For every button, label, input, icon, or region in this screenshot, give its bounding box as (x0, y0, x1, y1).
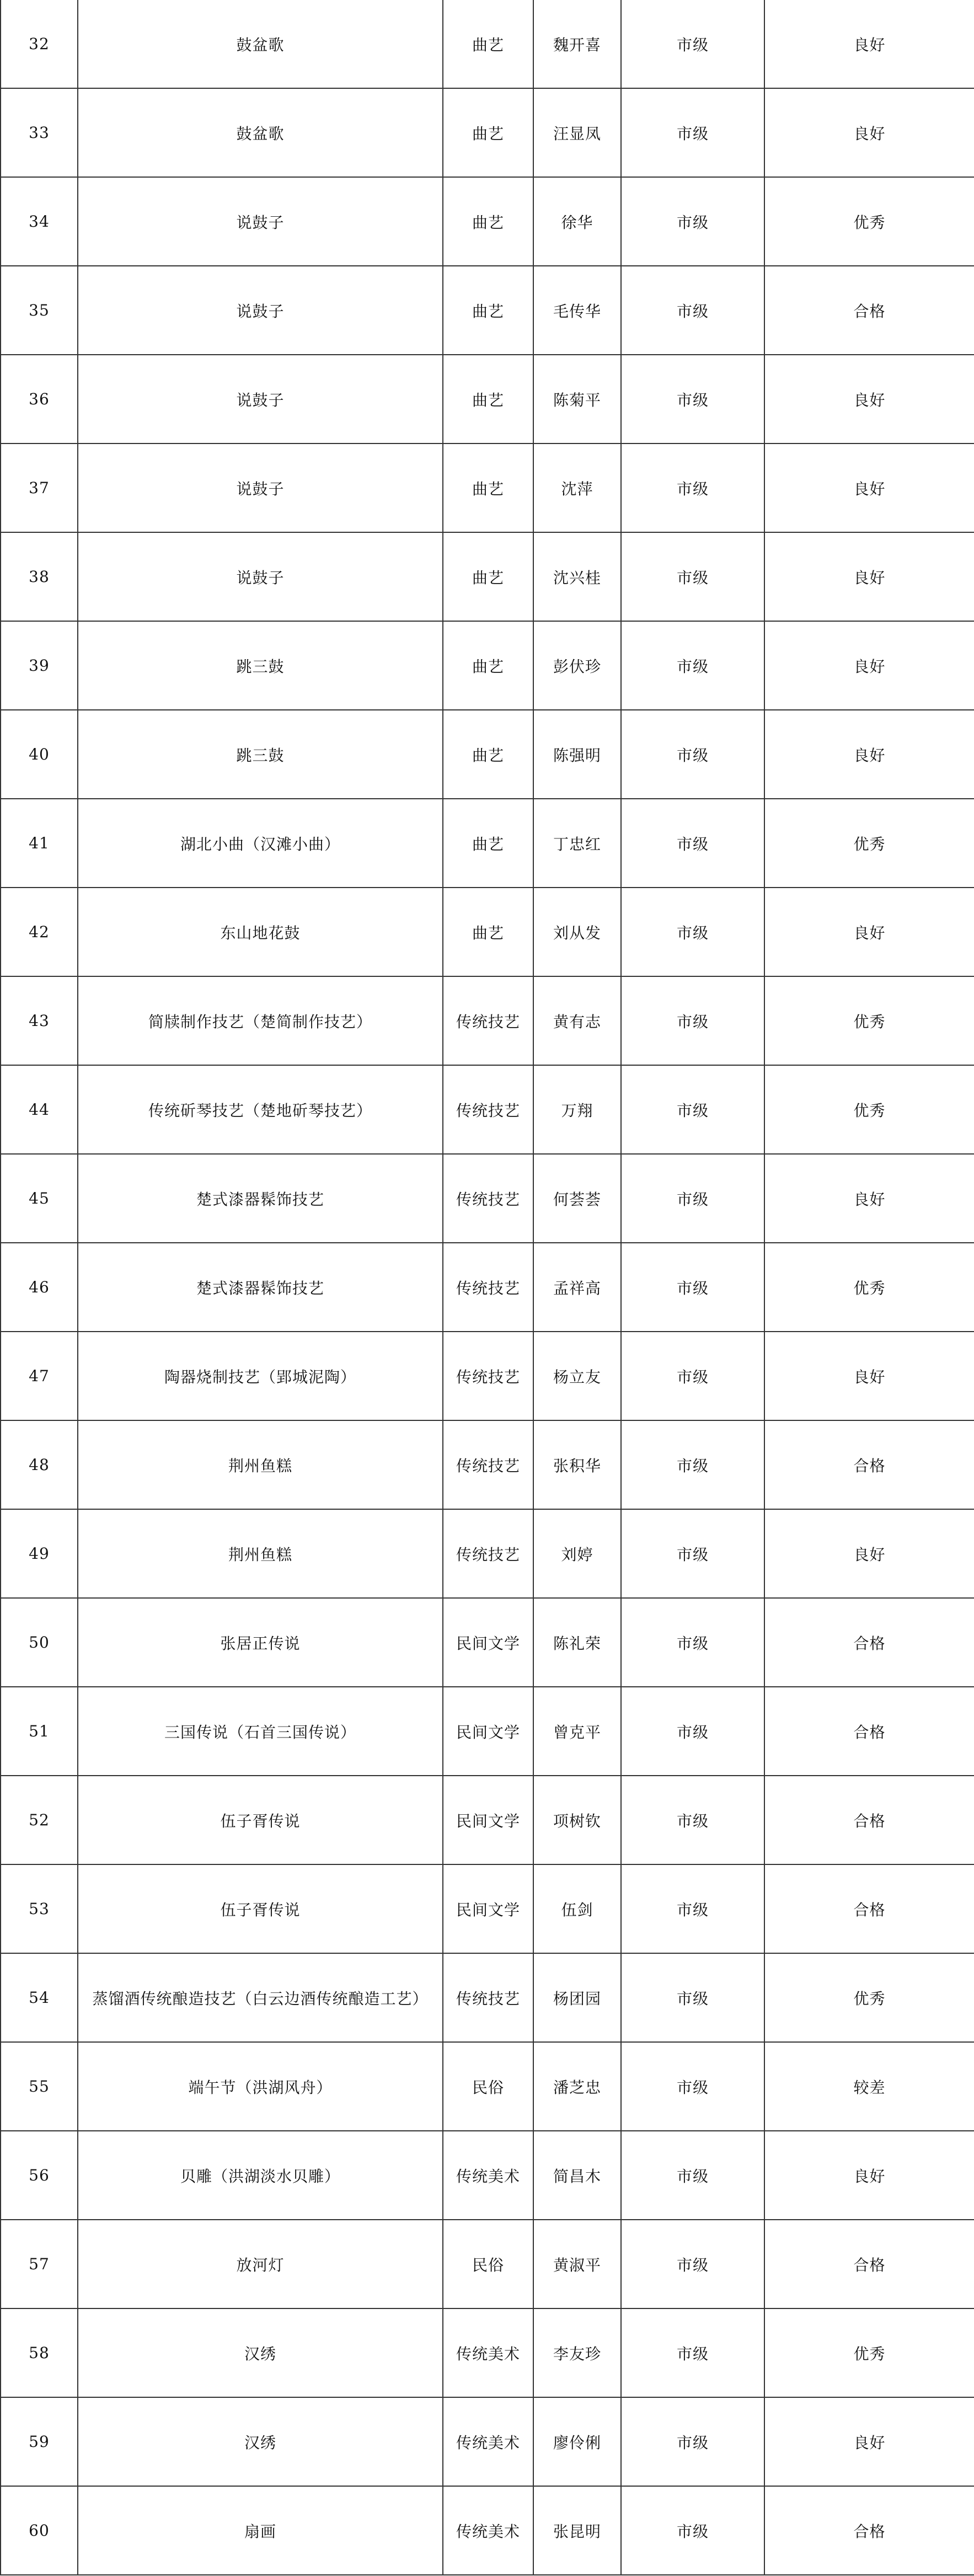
project-name-cell: 湖北小曲（汉滩小曲） (78, 799, 443, 888)
inheritor-name-cell: 黄有志 (533, 976, 621, 1065)
category-cell: 民间文学 (443, 1776, 533, 1864)
assessment-grade-cell: 良好 (764, 1332, 974, 1420)
row-number-cell: 51 (1, 1687, 78, 1776)
table-row (1, 1509, 974, 1598)
assessment-grade-cell: 优秀 (764, 799, 974, 888)
inheritor-name-cell: 廖伶俐 (533, 2397, 621, 2486)
row-number-cell: 44 (1, 1065, 78, 1154)
table-row (1, 1687, 974, 1776)
assessment-grade-cell: 较差 (764, 2042, 974, 2131)
project-name-cell: 汉绣 (78, 2308, 443, 2397)
row-number-cell: 38 (1, 532, 78, 621)
table-row (1, 2486, 974, 2575)
inheritor-name-cell: 魏开喜 (533, 0, 621, 88)
assessment-grade-cell: 优秀 (764, 1243, 974, 1332)
category-cell: 曲艺 (443, 355, 533, 443)
category-cell: 传统美术 (443, 2486, 533, 2575)
level-cell: 市级 (621, 2486, 764, 2575)
assessment-grade-cell: 优秀 (764, 2308, 974, 2397)
assessment-grade-cell: 良好 (764, 2131, 974, 2220)
row-number-cell: 40 (1, 710, 78, 799)
table-row (1, 0, 974, 88)
project-name-cell: 放河灯 (78, 2220, 443, 2308)
level-cell: 市级 (621, 1687, 764, 1776)
level-cell: 市级 (621, 1154, 764, 1243)
category-cell: 曲艺 (443, 888, 533, 976)
category-cell: 民间文学 (443, 1687, 533, 1776)
row-number-cell: 58 (1, 2308, 78, 2397)
project-name-cell: 端午节（洪湖风舟） (78, 2042, 443, 2131)
level-cell: 市级 (621, 1065, 764, 1154)
assessment-grade-cell: 优秀 (764, 177, 974, 266)
table-row (1, 1332, 974, 1420)
assessment-grade-cell: 合格 (764, 1864, 974, 1953)
inheritor-name-cell: 简昌木 (533, 2131, 621, 2220)
project-name-cell: 说鼓子 (78, 266, 443, 355)
table-row (1, 1243, 974, 1332)
inheritor-name-cell: 伍剑 (533, 1864, 621, 1953)
table-row (1, 2220, 974, 2308)
assessment-grade-cell: 良好 (764, 443, 974, 532)
table-row (1, 2397, 974, 2486)
category-cell: 民间文学 (443, 1598, 533, 1687)
assessment-grade-cell: 合格 (764, 2486, 974, 2575)
table-row (1, 2131, 974, 2220)
project-name-cell: 跳三鼓 (78, 621, 443, 710)
inheritor-name-cell: 陈强明 (533, 710, 621, 799)
category-cell: 民俗 (443, 2220, 533, 2308)
project-name-cell: 陶器烧制技艺（郢城泥陶） (78, 1332, 443, 1420)
table-row (1, 1154, 974, 1243)
level-cell: 市级 (621, 532, 764, 621)
level-cell: 市级 (621, 1598, 764, 1687)
table-row (1, 266, 974, 355)
category-cell: 曲艺 (443, 443, 533, 532)
assessment-grade-cell: 良好 (764, 88, 974, 177)
inheritor-name-cell: 汪显凤 (533, 88, 621, 177)
assessment-grade-cell: 合格 (764, 1420, 974, 1509)
project-name-cell: 鼓盆歌 (78, 0, 443, 88)
inheritor-name-cell: 杨团园 (533, 1953, 621, 2042)
table-row (1, 2042, 974, 2131)
project-name-cell: 说鼓子 (78, 177, 443, 266)
assessment-grade-cell: 优秀 (764, 1065, 974, 1154)
assessment-grade-cell: 良好 (764, 355, 974, 443)
category-cell: 曲艺 (443, 621, 533, 710)
level-cell: 市级 (621, 2220, 764, 2308)
inheritor-name-cell: 丁忠红 (533, 799, 621, 888)
table-row (1, 621, 974, 710)
level-cell: 市级 (621, 2397, 764, 2486)
inheritor-name-cell: 孟祥高 (533, 1243, 621, 1332)
project-name-cell: 扇画 (78, 2486, 443, 2575)
inheritor-name-cell: 彭伏珍 (533, 621, 621, 710)
inheritor-name-cell: 杨立友 (533, 1332, 621, 1420)
level-cell: 市级 (621, 1864, 764, 1953)
row-number-cell: 33 (1, 88, 78, 177)
assessment-grade-cell: 良好 (764, 888, 974, 976)
project-name-cell: 张居正传说 (78, 1598, 443, 1687)
category-cell: 传统美术 (443, 2131, 533, 2220)
assessment-grade-cell: 良好 (764, 2397, 974, 2486)
inheritor-name-cell: 毛传华 (533, 266, 621, 355)
project-name-cell: 贝雕（洪湖淡水贝雕） (78, 2131, 443, 2220)
table-row (1, 1953, 974, 2042)
row-number-cell: 45 (1, 1154, 78, 1243)
project-name-cell: 三国传说（石首三国传说） (78, 1687, 443, 1776)
row-number-cell: 59 (1, 2397, 78, 2486)
project-name-cell: 鼓盆歌 (78, 88, 443, 177)
level-cell: 市级 (621, 88, 764, 177)
level-cell: 市级 (621, 177, 764, 266)
project-name-cell: 简牍制作技艺（楚简制作技艺） (78, 976, 443, 1065)
row-number-cell: 35 (1, 266, 78, 355)
level-cell: 市级 (621, 621, 764, 710)
assessment-grade-cell: 良好 (764, 710, 974, 799)
row-number-cell: 57 (1, 2220, 78, 2308)
category-cell: 传统技艺 (443, 1509, 533, 1598)
project-name-cell: 东山地花鼓 (78, 888, 443, 976)
table-row (1, 799, 974, 888)
row-number-cell: 36 (1, 355, 78, 443)
level-cell: 市级 (621, 1243, 764, 1332)
assessment-grade-cell: 良好 (764, 0, 974, 88)
row-number-cell: 56 (1, 2131, 78, 2220)
assessment-grade-cell: 合格 (764, 1598, 974, 1687)
inheritor-name-cell: 沈兴桂 (533, 532, 621, 621)
table-row (1, 443, 974, 532)
project-name-cell: 汉绣 (78, 2397, 443, 2486)
table-row (1, 1864, 974, 1953)
project-name-cell: 说鼓子 (78, 532, 443, 621)
level-cell: 市级 (621, 2131, 764, 2220)
inheritor-name-cell: 潘芝忠 (533, 2042, 621, 2131)
category-cell: 曲艺 (443, 177, 533, 266)
project-name-cell: 楚式漆器髹饰技艺 (78, 1154, 443, 1243)
assessment-grade-cell: 良好 (764, 1154, 974, 1243)
row-number-cell: 54 (1, 1953, 78, 2042)
category-cell: 民俗 (443, 2042, 533, 2131)
category-cell: 曲艺 (443, 710, 533, 799)
category-cell: 民间文学 (443, 1864, 533, 1953)
level-cell: 市级 (621, 1953, 764, 2042)
inheritor-name-cell: 陈菊平 (533, 355, 621, 443)
assessment-grade-cell: 合格 (764, 266, 974, 355)
project-name-cell: 蒸馏酒传统酿造技艺（白云边酒传统酿造工艺） (78, 1953, 443, 2042)
project-name-cell: 伍子胥传说 (78, 1776, 443, 1864)
row-number-cell: 46 (1, 1243, 78, 1332)
project-name-cell: 说鼓子 (78, 443, 443, 532)
level-cell: 市级 (621, 710, 764, 799)
level-cell: 市级 (621, 976, 764, 1065)
inheritor-name-cell: 何荟荟 (533, 1154, 621, 1243)
row-number-cell: 49 (1, 1509, 78, 1598)
assessment-grade-cell: 合格 (764, 2220, 974, 2308)
row-number-cell: 37 (1, 443, 78, 532)
inheritor-name-cell: 曾克平 (533, 1687, 621, 1776)
project-name-cell: 传统斫琴技艺（楚地斫琴技艺） (78, 1065, 443, 1154)
category-cell: 曲艺 (443, 799, 533, 888)
category-cell: 传统技艺 (443, 1420, 533, 1509)
table-body (1, 0, 974, 2575)
row-number-cell: 47 (1, 1332, 78, 1420)
category-cell: 传统技艺 (443, 1953, 533, 2042)
row-number-cell: 55 (1, 2042, 78, 2131)
table-row (1, 1065, 974, 1154)
level-cell: 市级 (621, 888, 764, 976)
table-row (1, 976, 974, 1065)
assessment-grade-cell: 合格 (764, 1776, 974, 1864)
row-number-cell: 39 (1, 621, 78, 710)
inheritor-name-cell: 刘从发 (533, 888, 621, 976)
project-name-cell: 说鼓子 (78, 355, 443, 443)
project-name-cell: 荆州鱼糕 (78, 1420, 443, 1509)
level-cell: 市级 (621, 2042, 764, 2131)
inheritor-name-cell: 项树钦 (533, 1776, 621, 1864)
table-row (1, 1420, 974, 1509)
table-row (1, 532, 974, 621)
row-number-cell: 50 (1, 1598, 78, 1687)
inheritor-name-cell: 徐华 (533, 177, 621, 266)
table-row (1, 888, 974, 976)
inheritor-name-cell: 张积华 (533, 1420, 621, 1509)
level-cell: 市级 (621, 1776, 764, 1864)
category-cell: 传统美术 (443, 2397, 533, 2486)
category-cell: 传统技艺 (443, 1332, 533, 1420)
category-cell: 传统技艺 (443, 1065, 533, 1154)
project-name-cell: 伍子胥传说 (78, 1864, 443, 1953)
assessment-grade-cell: 优秀 (764, 976, 974, 1065)
row-number-cell: 34 (1, 177, 78, 266)
assessment-grade-cell: 优秀 (764, 1953, 974, 2042)
table-row (1, 88, 974, 177)
category-cell: 曲艺 (443, 0, 533, 88)
inheritor-name-cell: 张昆明 (533, 2486, 621, 2575)
row-number-cell: 42 (1, 888, 78, 976)
row-number-cell: 41 (1, 799, 78, 888)
assessment-grade-cell: 良好 (764, 621, 974, 710)
level-cell: 市级 (621, 1509, 764, 1598)
level-cell: 市级 (621, 799, 764, 888)
inheritor-name-cell: 黄淑平 (533, 2220, 621, 2308)
project-name-cell: 荆州鱼糕 (78, 1509, 443, 1598)
table-row (1, 2308, 974, 2397)
row-number-cell: 52 (1, 1776, 78, 1864)
level-cell: 市级 (621, 2308, 764, 2397)
table-row (1, 1776, 974, 1864)
category-cell: 传统美术 (443, 2308, 533, 2397)
level-cell: 市级 (621, 1420, 764, 1509)
level-cell: 市级 (621, 266, 764, 355)
inheritor-name-cell: 李友珍 (533, 2308, 621, 2397)
project-name-cell: 跳三鼓 (78, 710, 443, 799)
category-cell: 传统技艺 (443, 1243, 533, 1332)
level-cell: 市级 (621, 1332, 764, 1420)
row-number-cell: 53 (1, 1864, 78, 1953)
assessment-grade-cell: 良好 (764, 532, 974, 621)
row-number-cell: 43 (1, 976, 78, 1065)
table-row (1, 710, 974, 799)
inheritor-name-cell: 沈萍 (533, 443, 621, 532)
inheritor-name-cell: 陈礼荣 (533, 1598, 621, 1687)
project-name-cell: 楚式漆器髹饰技艺 (78, 1243, 443, 1332)
row-number-cell: 60 (1, 2486, 78, 2575)
inheritor-name-cell: 刘婷 (533, 1509, 621, 1598)
table-row (1, 355, 974, 443)
category-cell: 曲艺 (443, 266, 533, 355)
category-cell: 传统技艺 (443, 976, 533, 1065)
assessment-grade-cell: 合格 (764, 1687, 974, 1776)
level-cell: 市级 (621, 443, 764, 532)
level-cell: 市级 (621, 355, 764, 443)
table-row (1, 1598, 974, 1687)
inheritor-name-cell: 万翔 (533, 1065, 621, 1154)
category-cell: 曲艺 (443, 88, 533, 177)
row-number-cell: 32 (1, 0, 78, 88)
level-cell: 市级 (621, 0, 764, 88)
row-number-cell: 48 (1, 1420, 78, 1509)
category-cell: 曲艺 (443, 532, 533, 621)
assessment-grade-cell: 良好 (764, 1509, 974, 1598)
table-row (1, 177, 974, 266)
category-cell: 传统技艺 (443, 1154, 533, 1243)
